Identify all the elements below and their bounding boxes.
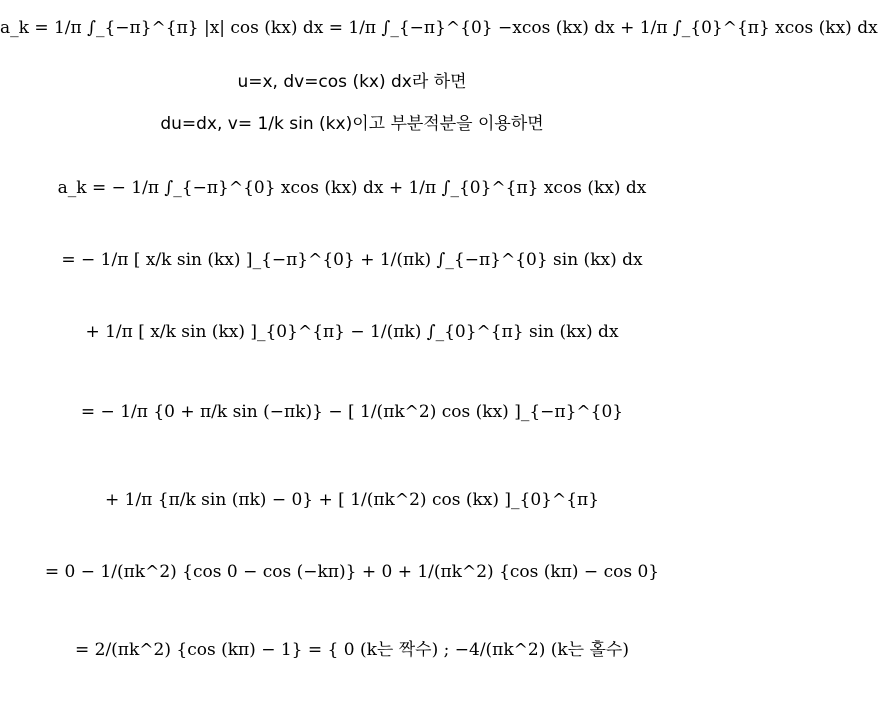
equation-line-7: = − 1/π {0 + π/k sin (−πk)} − [ 1/(πk^2) cos (kx) ]_{−π}^{0}	[80, 402, 624, 422]
equation-line-3: du=dx, v= 1/k sin (kx)이고 부분적분을 이용하면	[160, 114, 544, 134]
equation-line-5: = − 1/π [ x/k sin (kx) ]_{−π}^{0} + 1/(πk) ∫_{−π}^{0} sin (kx) dx	[61, 250, 643, 270]
equation-line-1: a_k = 1/π ∫_{−π}^{π} |x| cos (kx) dx = 1/π ∫_{−π}^{0} −xcos (kx) dx + 1/π ∫_{0}^{π} xcos (kx) dx	[0, 18, 878, 38]
equation-line-6: + 1/π [ x/k sin (kx) ]_{0}^{π} − 1/(πk) ∫_{0}^{π} sin (kx) dx	[85, 322, 619, 342]
equation-line-8: + 1/π {π/k sin (πk) − 0} + [ 1/(πk^2) cos (kx) ]_{0}^{π}	[104, 490, 600, 510]
equation-line-10: = 2/(πk^2) {cos (kπ) − 1} = { 0 (k는 짝수) ; −4/(πk^2) (k는 홀수)	[74, 640, 629, 660]
equation-line-2: u=x, dv=cos (kx) dx라 하면	[237, 72, 467, 92]
equation-line-9: = 0 − 1/(πk^2) {cos 0 − cos (−kπ)} + 0 + 1/(πk^2) {cos (kπ) − cos 0}	[44, 562, 660, 582]
equation-line-4: a_k = − 1/π ∫_{−π}^{0} xcos (kx) dx + 1/π ∫_{0}^{π} xcos (kx) dx	[57, 178, 647, 198]
